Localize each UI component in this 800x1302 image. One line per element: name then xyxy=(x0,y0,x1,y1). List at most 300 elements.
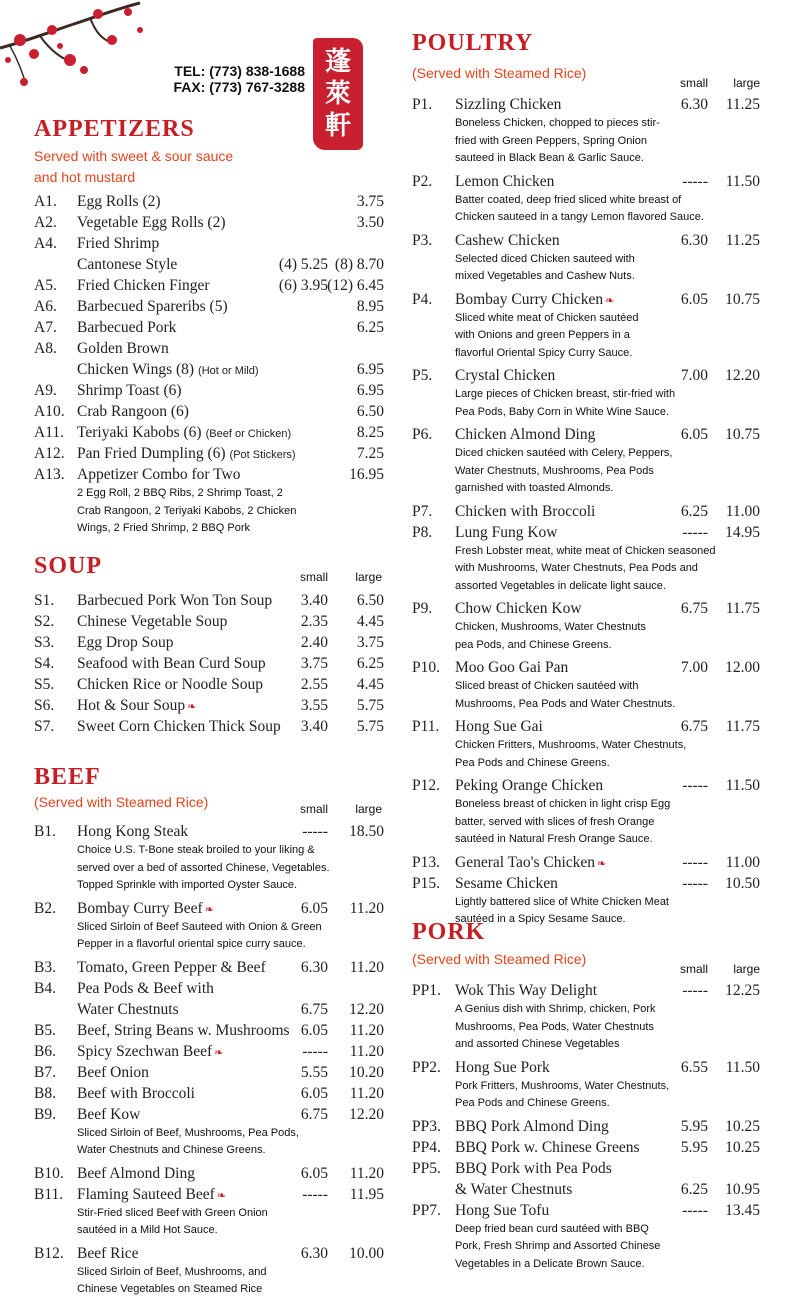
menu-item xyxy=(412,1116,772,1137)
item-name xyxy=(455,873,558,894)
item-name-text: BBQ Pork with Pea Pods xyxy=(455,1159,612,1177)
menu-item xyxy=(34,1083,384,1104)
item-description-line: and assorted Chinese Vegetables xyxy=(455,1038,620,1050)
item-price-small: 6.25 xyxy=(680,1180,708,1198)
soup-small-header: small xyxy=(299,570,328,584)
item-price-large: 12.20 xyxy=(349,1105,384,1123)
item-code: B2. xyxy=(34,899,56,917)
item-price-large: 14.95 xyxy=(725,523,760,541)
appetizers-subtitle xyxy=(34,146,233,188)
item-description-line: Selected diced Chicken sauteed with xyxy=(455,252,635,265)
item-name xyxy=(77,443,296,466)
item-name xyxy=(77,380,182,401)
item-price-small: ----- xyxy=(682,523,708,541)
item-code: S7. xyxy=(34,718,55,735)
hot-spicy-icon: ❧ xyxy=(597,857,607,870)
menu-item xyxy=(34,957,384,978)
menu-item xyxy=(34,422,384,443)
menu-item xyxy=(412,1057,772,1113)
menu-item-line xyxy=(34,590,384,611)
menu-item-line xyxy=(34,191,384,212)
item-description-line: Pepper in a flavorful oriental spice curry sauce. xyxy=(77,938,306,950)
menu-item xyxy=(412,1158,772,1200)
menu-item xyxy=(412,852,772,873)
item-name-text: Hot & Sour Soup xyxy=(77,697,186,714)
item-name-text: Cantonese Style xyxy=(77,256,178,273)
menu-item-line xyxy=(34,1163,384,1184)
item-name-text: Crab Rangoon (6) xyxy=(77,403,189,420)
item-price-small: 6.05 xyxy=(300,1164,328,1182)
menu-item-line xyxy=(34,632,384,653)
beef-large-header: large xyxy=(355,802,382,816)
menu-item xyxy=(412,980,772,1054)
item-price-large: 10.50 xyxy=(725,874,760,892)
item-description xyxy=(412,445,772,498)
item-description-line: served over a bed of assorted Chinese, Vegetables. xyxy=(77,861,330,874)
item-description-line: batter, served with slices of fresh Orange xyxy=(455,815,655,828)
item-name xyxy=(77,898,214,921)
item-price-small: 6.05 xyxy=(300,1021,328,1039)
pork-large-header: large xyxy=(733,962,760,976)
menu-item xyxy=(34,1104,384,1160)
menu-item xyxy=(34,653,384,674)
menu-item-line xyxy=(412,501,772,522)
item-description-line: Boneless breast of chicken in light crisp Egg xyxy=(455,798,671,810)
item-code: PP4. xyxy=(412,1138,441,1156)
appetizers-subtitle-line: and hot mustard xyxy=(34,169,136,185)
item-price-large: 13.45 xyxy=(725,1201,760,1219)
item-code: A6. xyxy=(34,298,57,315)
menu-item xyxy=(34,212,384,233)
menu-item-line xyxy=(34,296,384,317)
item-name xyxy=(455,716,543,737)
item-code: B1. xyxy=(34,823,56,840)
menu-item xyxy=(34,338,384,380)
item-description-line: with Onions and green Peppers in a xyxy=(455,329,630,341)
item-price-large: 10.75 xyxy=(725,426,760,443)
item-name-text: Beef Almond Ding xyxy=(77,1164,195,1182)
pork-subtitle: (Served with Steamed Rice) xyxy=(412,951,587,967)
menu-item-line xyxy=(412,1179,772,1200)
item-price-large: 10.75 xyxy=(725,290,760,308)
soup-large-header: large xyxy=(355,570,382,584)
menu-item-line xyxy=(412,424,772,445)
menu-item-line xyxy=(34,443,384,464)
item-code: A9. xyxy=(34,382,57,399)
item-name xyxy=(77,632,173,653)
item-name xyxy=(77,653,266,674)
item-price-small: 6.25 xyxy=(680,502,708,520)
item-name xyxy=(77,674,263,695)
item-price-large: 11.20 xyxy=(349,1164,384,1182)
item-price-small: ----- xyxy=(682,1201,708,1219)
item-code: P5. xyxy=(412,367,433,384)
menu-item xyxy=(34,1184,384,1240)
item-description xyxy=(412,386,772,421)
item-price: 3.75 xyxy=(356,193,384,210)
item-description-line: sautéed in Natural Fresh Orange Sauce. xyxy=(455,833,653,845)
item-name-text: Shrimp Toast (6) xyxy=(77,382,182,399)
item-description-line: Chicken sauteed in a tangy Lemon flavored Sauce. xyxy=(455,211,704,223)
item-name-text: Bombay Curry Beef xyxy=(77,899,203,917)
menu-item xyxy=(412,94,772,168)
item-name xyxy=(455,289,614,312)
item-name-text: Hong Sue Tofu xyxy=(455,1201,550,1219)
item-name xyxy=(77,695,196,718)
item-price-large: 11.25 xyxy=(725,96,760,113)
item-name-text: Beef, String Beans w. Mushrooms xyxy=(77,1021,290,1039)
telephone: TEL: (773) 838-1688 xyxy=(174,63,305,79)
item-name-text: Vegetable Egg Rolls (2) xyxy=(77,214,226,231)
item-name xyxy=(455,1116,609,1137)
item-price-large: 12.00 xyxy=(725,659,760,676)
menu-item xyxy=(34,898,384,954)
item-code: S5. xyxy=(34,676,55,693)
item-name-text: Pan Fried Dumpling (6) xyxy=(77,445,226,462)
item-name-text: Sesame Chicken xyxy=(455,874,558,892)
menu-item xyxy=(34,1243,384,1299)
item-name xyxy=(455,365,555,386)
item-name-text: Fried Shrimp xyxy=(77,235,160,252)
item-price-large: (8) 8.70 xyxy=(334,256,384,273)
item-description xyxy=(412,1078,772,1113)
item-price-large: 11.20 xyxy=(349,899,384,917)
item-price-large: 4.45 xyxy=(356,676,384,693)
item-price: 6.95 xyxy=(356,361,384,378)
item-price-small: 6.55 xyxy=(680,1058,708,1076)
item-price-small: 6.05 xyxy=(680,426,708,443)
seal-char: 蓬 xyxy=(324,47,351,76)
item-name-text: Beef Rice xyxy=(77,1244,139,1262)
item-price-small: 6.75 xyxy=(300,1105,328,1123)
menu-item-line xyxy=(34,359,384,380)
menu-item-line xyxy=(412,716,772,737)
item-code: P11. xyxy=(412,718,440,735)
item-name xyxy=(455,852,606,875)
hot-spicy-icon: ❧ xyxy=(214,1046,224,1059)
item-price-small: ----- xyxy=(682,172,708,190)
item-code: S4. xyxy=(34,655,55,672)
item-description-line: Sliced breast of Chicken sautéed with xyxy=(455,680,639,692)
item-code: S6. xyxy=(34,697,55,714)
seal-char: 軒 xyxy=(324,111,351,140)
item-name xyxy=(455,522,557,543)
item-code: P8. xyxy=(412,523,433,541)
item-price-large: 11.75 xyxy=(725,718,760,735)
item-name xyxy=(77,464,241,485)
item-name xyxy=(455,1057,550,1078)
item-price-large: 10.00 xyxy=(349,1244,384,1262)
item-price-large: 11.50 xyxy=(725,1058,760,1076)
item-price-small: 7.00 xyxy=(680,659,708,676)
menu-item-line xyxy=(34,978,384,999)
menu-item xyxy=(412,230,772,286)
item-description-line: Large pieces of Chicken breast, stir-fried with xyxy=(455,388,676,400)
menu-item-line xyxy=(34,233,384,254)
item-description-line: 2 Egg Roll, 2 BBQ Ribs, 2 Shrimp Toast, 2 xyxy=(77,487,283,499)
item-name xyxy=(455,1200,549,1221)
item-price-large: 4.45 xyxy=(356,613,384,630)
item-code: A8. xyxy=(34,340,57,357)
item-price-large: 10.20 xyxy=(349,1063,384,1081)
item-name xyxy=(455,657,568,678)
item-description-line: Mushrooms, Pea Pods and Water Chestnuts. xyxy=(455,697,676,710)
item-name-text: BBQ Pork w. Chinese Greens xyxy=(455,1138,640,1156)
item-description-line: A Genius dish with Shrimp, chicken, Pork xyxy=(455,1003,656,1015)
item-name-text: Fried Chicken Finger xyxy=(77,277,210,294)
item-description xyxy=(34,842,384,895)
item-price-small: 6.30 xyxy=(300,958,328,976)
item-description xyxy=(412,251,772,286)
menu-item-line xyxy=(34,1083,384,1104)
item-price-small: 6.05 xyxy=(680,290,708,308)
item-name-text: Hong Kong Steak xyxy=(77,823,189,840)
item-price-small: 3.40 xyxy=(300,592,328,609)
item-note: (Hot or Mild) xyxy=(198,365,259,377)
item-description-line: Chicken, Mushrooms, Water Chestnuts xyxy=(455,621,646,633)
item-price: 16.95 xyxy=(349,466,384,483)
hot-spicy-icon: ❧ xyxy=(605,294,615,307)
item-name xyxy=(77,1104,140,1125)
item-description-line: Water Chestnuts and Chinese Greens. xyxy=(77,1144,266,1156)
item-name xyxy=(455,230,560,251)
item-description xyxy=(412,678,772,713)
item-price-small: 5.95 xyxy=(680,1138,708,1156)
item-description-line: Diced chicken sautéed with Celery, Peppers, xyxy=(455,447,673,459)
item-price-large: 6.25 xyxy=(356,655,384,672)
item-price-small: (4) 5.25 xyxy=(278,256,328,273)
item-name-text: Chinese Vegetable Soup xyxy=(77,613,228,630)
item-name xyxy=(77,1243,139,1264)
item-price-small: 6.75 xyxy=(300,1000,328,1018)
menu-item-line xyxy=(34,422,384,443)
menu-item-line xyxy=(412,365,772,386)
item-name xyxy=(77,1020,290,1041)
item-price-large: (12) 6.45 xyxy=(327,277,384,294)
item-name-text: Egg Rolls (2) xyxy=(77,193,161,210)
item-price-large: 10.25 xyxy=(725,1138,760,1156)
item-name xyxy=(77,275,210,296)
menu-item xyxy=(412,289,772,363)
appetizers-heading: APPETIZERS xyxy=(34,116,195,142)
item-code: A13. xyxy=(34,466,65,483)
item-name-text: Moo Goo Gai Pan xyxy=(455,659,569,676)
item-code: B5. xyxy=(34,1021,56,1039)
item-description-line: Boneless Chicken, chopped to pieces stir- xyxy=(455,117,660,129)
menu-item xyxy=(34,611,384,632)
item-description xyxy=(412,737,772,772)
item-price-large: 11.50 xyxy=(725,172,760,190)
menu-item-line xyxy=(34,275,384,296)
item-code: A11. xyxy=(34,424,64,441)
item-price-small: 6.30 xyxy=(680,231,708,249)
item-description-line: Pea Pods and Chinese Greens. xyxy=(455,756,610,769)
menu-item-line xyxy=(412,873,772,894)
item-description-line: fried with Green Peppers, Spring Onion xyxy=(455,134,647,147)
item-name-text: Hong Sue Gai xyxy=(455,718,543,735)
item-description-line: garnished with toasted Almonds. xyxy=(455,482,614,494)
item-price-large: 11.20 xyxy=(349,1021,384,1039)
hot-spicy-icon: ❧ xyxy=(187,701,197,713)
menu-item xyxy=(34,1163,384,1184)
item-price-small: 3.75 xyxy=(300,655,328,672)
item-code: A1. xyxy=(34,193,57,210)
item-description-line: Choice U.S. T-Bone steak broiled to your liking & xyxy=(77,844,315,856)
item-name-text: Pea Pods & Beef with xyxy=(77,979,214,997)
item-description xyxy=(412,192,772,227)
item-price-small: 6.05 xyxy=(300,899,328,917)
item-description-line: Pork Fritters, Mushrooms, Water Chestnuts, xyxy=(455,1079,670,1092)
item-price: 8.25 xyxy=(356,424,384,441)
menu-item xyxy=(34,821,384,895)
item-price-small: 5.55 xyxy=(300,1063,328,1081)
item-name xyxy=(77,1184,226,1207)
item-description-line: Pea Pods, Baby Corn in White Wine Sauce. xyxy=(455,405,669,418)
item-description-line: Pork, Fresh Shrimp and Assorted Chinese xyxy=(455,1240,661,1252)
menu-item-line xyxy=(412,1158,772,1179)
item-code: B10. xyxy=(34,1164,64,1182)
menu-item-line xyxy=(34,401,384,422)
menu-item-line xyxy=(412,230,772,251)
item-name-text: Sweet Corn Chicken Thick Soup xyxy=(77,718,281,735)
item-description-line: mixed Vegetables and Cashew Nuts. xyxy=(455,270,635,282)
menu-item xyxy=(34,674,384,695)
menu-item xyxy=(34,233,384,275)
item-name-text: Chow Chicken Kow xyxy=(455,600,582,617)
item-description-line: Vegetables in a Delicate Brown Sauce. xyxy=(455,1257,645,1270)
item-price-small: ----- xyxy=(682,874,708,892)
item-price-small: ----- xyxy=(302,823,328,840)
menu-item-line xyxy=(34,674,384,695)
item-code: P1. xyxy=(412,96,433,113)
menu-item-line xyxy=(412,1137,772,1158)
beef-heading: BEEF xyxy=(34,764,101,790)
item-name xyxy=(455,1158,612,1179)
item-price-large: 5.75 xyxy=(356,718,384,735)
item-code: PP1. xyxy=(412,982,441,999)
item-name-text: Barbecued Pork Won Ton Soup xyxy=(77,592,273,609)
item-description-line: sautéed in a Mild Hot Sauce. xyxy=(77,1224,218,1236)
menu-item-line xyxy=(34,695,384,716)
menu-item-line xyxy=(34,611,384,632)
item-price-small: 6.05 xyxy=(300,1084,328,1102)
menu-item xyxy=(34,401,384,422)
item-name xyxy=(455,94,561,115)
menu-item-line xyxy=(412,171,772,192)
item-code: B11. xyxy=(34,1185,64,1203)
item-description xyxy=(412,310,772,363)
item-name xyxy=(77,359,259,382)
item-name xyxy=(77,317,176,338)
item-code: A5. xyxy=(34,277,57,294)
item-description xyxy=(412,1001,772,1054)
menu-item-line xyxy=(34,212,384,233)
menu-item xyxy=(412,365,772,421)
item-code: B9. xyxy=(34,1105,56,1123)
item-description-line: Stir-Fried sliced Beef with Green Onion xyxy=(77,1206,268,1219)
menu-item-line xyxy=(412,522,772,543)
menu-item-line xyxy=(34,1041,384,1062)
menu-item-line xyxy=(34,338,384,359)
item-description-line: Sliced Sirloin of Beef Sauteed with Onion & Green xyxy=(77,920,322,933)
item-price-small: 5.95 xyxy=(680,1117,708,1135)
item-code: B6. xyxy=(34,1042,56,1060)
item-price-small: ----- xyxy=(302,1185,328,1203)
item-price: 6.50 xyxy=(356,403,384,420)
item-name xyxy=(77,590,272,611)
item-price-large: 12.25 xyxy=(725,982,760,999)
item-note: (Beef or Chicken) xyxy=(205,428,292,440)
menu-item-line xyxy=(34,1104,384,1125)
item-code: S1. xyxy=(34,592,55,609)
item-description-line: pea Pods, and Chinese Greens. xyxy=(455,638,612,651)
item-code: B12. xyxy=(34,1244,64,1262)
item-price-small: 2.55 xyxy=(300,676,328,693)
item-price-large: 11.50 xyxy=(725,777,760,794)
item-price-large: 10.25 xyxy=(725,1117,760,1135)
menu-item-line xyxy=(34,317,384,338)
item-price-small: 6.75 xyxy=(680,718,708,735)
item-name xyxy=(455,775,603,796)
item-price: 7.25 xyxy=(356,445,384,462)
item-description xyxy=(412,619,772,654)
contact-info xyxy=(165,63,305,95)
item-description-line: Topped Sprinkle with imported Oyster Sauce. xyxy=(77,879,298,891)
item-name-text: Hong Sue Pork xyxy=(455,1058,550,1076)
item-name-text: Egg Drop Soup xyxy=(77,634,174,651)
item-price: 6.25 xyxy=(356,319,384,336)
item-description-line: sautéed in a Spicy Sesame Sauce. xyxy=(455,913,626,925)
item-description-line: Sliced Sirloin of Beef, Mushrooms, and xyxy=(77,1265,267,1278)
item-description-line: Sliced white meat of Chicken sautéed xyxy=(455,311,639,324)
item-price-large: 10.95 xyxy=(725,1180,760,1198)
menu-item-line xyxy=(34,821,384,842)
item-price: 8.95 xyxy=(356,298,384,315)
item-name xyxy=(77,1163,195,1184)
item-price-small: ----- xyxy=(682,982,708,999)
menu-item xyxy=(412,522,772,596)
item-description-line: Deep fried bean curd sautéed with BBQ xyxy=(455,1222,649,1235)
menu-item-line xyxy=(34,716,384,737)
item-name-text: Chicken Wings (8) xyxy=(77,361,195,378)
menu-item xyxy=(34,978,384,1020)
item-description-line: Sliced Sirloin of Beef, Mushrooms, Pea Pods, xyxy=(77,1126,299,1139)
menu-item-line xyxy=(412,1057,772,1078)
item-name xyxy=(455,980,597,1001)
menu-item-line xyxy=(412,598,772,619)
item-code: PP7. xyxy=(412,1201,441,1219)
menu-item-line xyxy=(412,94,772,115)
menu-item-line xyxy=(34,1184,384,1205)
item-description xyxy=(34,1205,384,1240)
menu-item xyxy=(34,1062,384,1083)
item-description-line: with Mushrooms, Water Chestnuts, Pea Pods and xyxy=(455,562,698,574)
item-price: 6.95 xyxy=(356,382,384,399)
item-price-large: 11.00 xyxy=(725,853,760,871)
item-name-text: & Water Chestnuts xyxy=(455,1180,573,1198)
item-name xyxy=(77,191,161,212)
item-price-small: 3.40 xyxy=(300,718,328,735)
item-code: A4. xyxy=(34,235,57,252)
item-description-line: Chinese Vegetables on Steamed Rice xyxy=(77,1283,263,1295)
item-name xyxy=(77,233,159,254)
poultry-heading: POULTRY xyxy=(412,30,534,56)
item-name-text: Spicy Szechwan Beef xyxy=(77,1042,213,1060)
item-description-line: assorted Vegetables in delicate light sauce. xyxy=(455,579,666,592)
item-code: B7. xyxy=(34,1063,56,1081)
item-description xyxy=(34,919,384,954)
item-description-line: flavorful Oriental Spicy Curry Sauce. xyxy=(455,346,633,359)
